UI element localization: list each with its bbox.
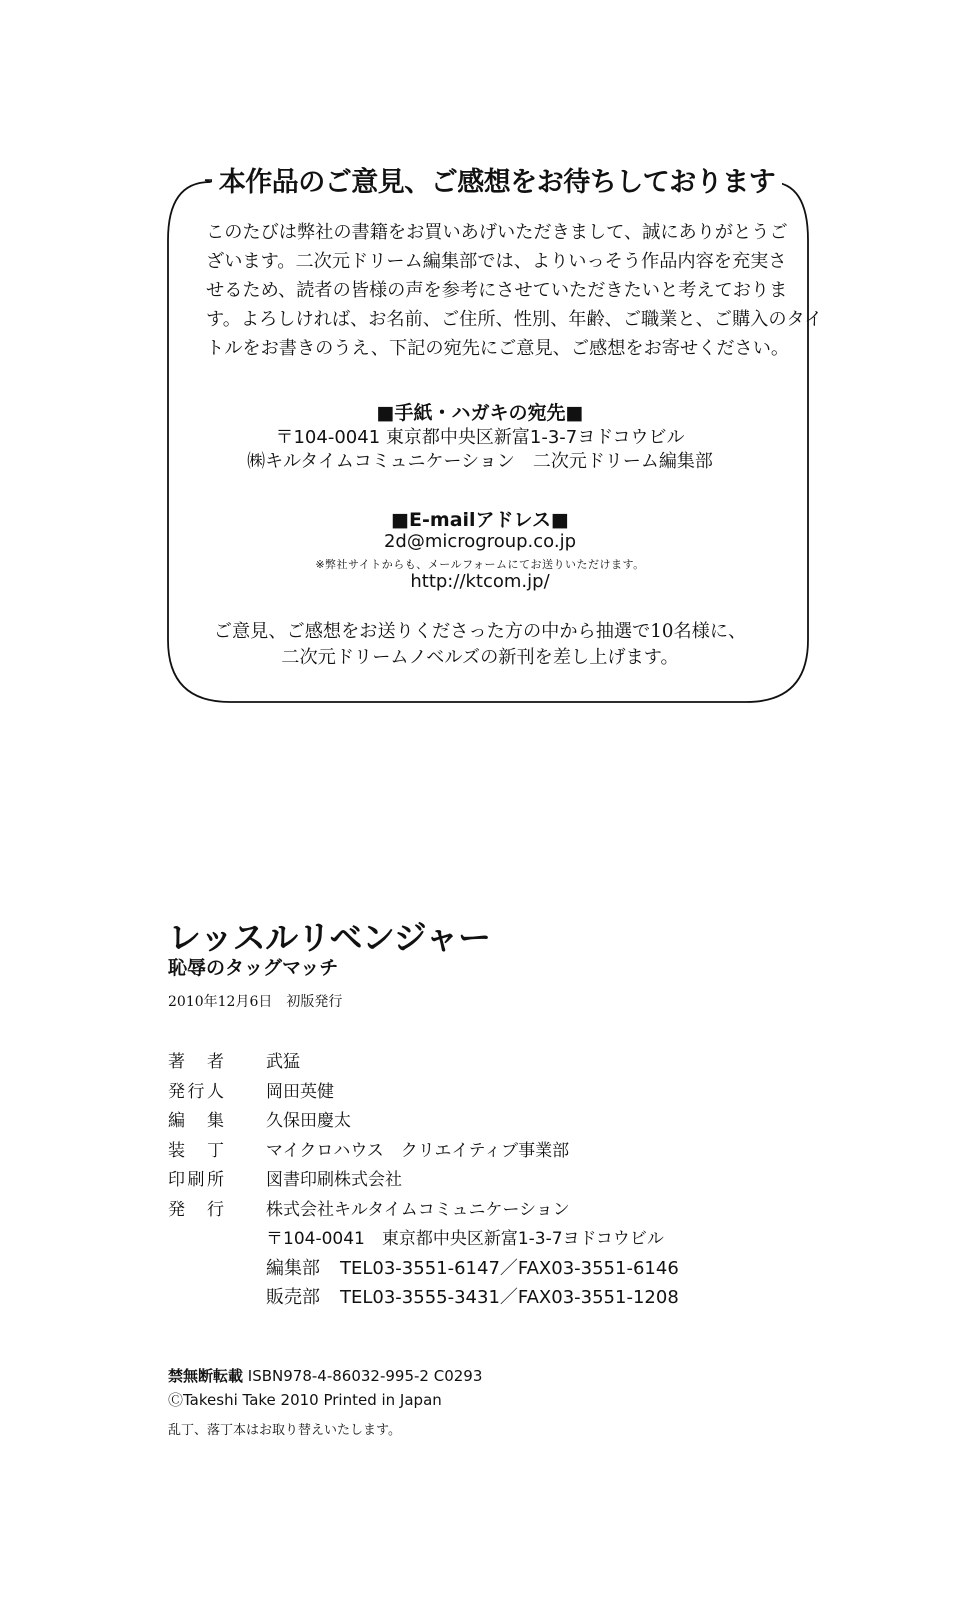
credit-value: 武猛 xyxy=(266,1052,300,1072)
feedback-body-line: す。よろしければ、お名前、ご住所、性別、年齢、ご職業と、ご購入のタイ xyxy=(206,309,823,330)
mail-address: 〒104-0041 東京都中央区新富1-3-7ヨドコウビル xyxy=(275,427,685,448)
feedback-title: 本作品のご意見、ご感想をお待ちしております xyxy=(212,160,782,199)
isbn-line xyxy=(168,1365,482,1389)
publication-date: 2010年12月6日 初版発行 xyxy=(168,994,343,1010)
publisher-address: 〒104-0041 東京都中央区新富1-3-7ヨドコウビル xyxy=(266,1229,664,1249)
mail-recipient: ㈱キルタイムコミュニケーション 二次元ドリーム編集部 xyxy=(247,451,713,472)
contact-value: TEL03-3555-3431／FAX03-3551-1208 xyxy=(340,1287,679,1308)
credit-label: 著者 xyxy=(168,1052,224,1072)
replacement-notice: 乱丁、落丁本はお取り替えいたします。 xyxy=(168,1423,401,1438)
credit-value: 久保田慶太 xyxy=(266,1111,351,1131)
feedback-body-line: トルをお書きのうえ、下記の宛先にご意見、ご感想をお寄せください。 xyxy=(206,338,790,359)
mail-heading: ■手紙・ハガキの宛先■ xyxy=(376,402,584,424)
closing-line: ご意見、ご感想をお送りくださった方の中から抽選で10名様に、 xyxy=(213,621,747,642)
email-address[interactable]: 2d@microgroup.co.jp xyxy=(383,531,577,552)
credit-value: 株式会社キルタイムコミュニケーション xyxy=(266,1199,570,1220)
feedback-body-line: ざいます。二次元ドリーム編集部では、よりいっそう作品内容を充実さ xyxy=(206,251,787,272)
credit-label: 編集 xyxy=(168,1111,224,1131)
website-link[interactable]: http://ktcom.jp/ xyxy=(410,571,550,592)
contact-value: TEL03-3551-6147／FAX03-3551-6146 xyxy=(340,1257,679,1279)
credit-label: 印刷所 xyxy=(168,1170,224,1190)
legal-block xyxy=(168,1365,482,1438)
email-note: ※弊社サイトからも、メールフォームにてお送りいただけます。 xyxy=(315,558,645,571)
contact-label: 編集部 xyxy=(266,1257,320,1279)
book-subtitle: 恥辱のタッグマッチ xyxy=(168,957,339,979)
book-title: レッスルリベンジャー xyxy=(168,918,491,957)
feedback-body-line: このたびは弊社の書籍をお買いあげいただきまして、誠にありがとうご xyxy=(206,222,788,243)
credit-value: 岡田英健 xyxy=(266,1081,334,1102)
feedback-body xyxy=(206,218,823,363)
feedback-body-line: せるため、読者の皆様の声を参考にさせていただきたいと考えておりま xyxy=(206,280,788,301)
credit-label: 装丁 xyxy=(168,1140,224,1161)
email-heading: ■E-mailアドレス■ xyxy=(391,509,569,531)
credit-label: 発行 xyxy=(168,1199,224,1220)
credit-value: マイクロハウス クリエイティブ事業部 xyxy=(266,1140,570,1161)
contact-line xyxy=(266,1254,679,1280)
contact-label: 販売部 xyxy=(266,1287,320,1308)
no-reprint-notice: 禁無断転載 xyxy=(168,1367,244,1385)
contact-line xyxy=(266,1283,679,1309)
credit-value: 図書印刷株式会社 xyxy=(266,1170,402,1190)
isbn: ISBN978-4-86032-995-2 C0293 xyxy=(247,1367,483,1385)
closing-line: 二次元ドリームノベルズの新刊を差し上げます。 xyxy=(281,647,679,668)
credit-label: 発行人 xyxy=(168,1081,224,1102)
copyright: ⒸTakeshi Take 2010 Printed in Japan xyxy=(168,1391,442,1409)
